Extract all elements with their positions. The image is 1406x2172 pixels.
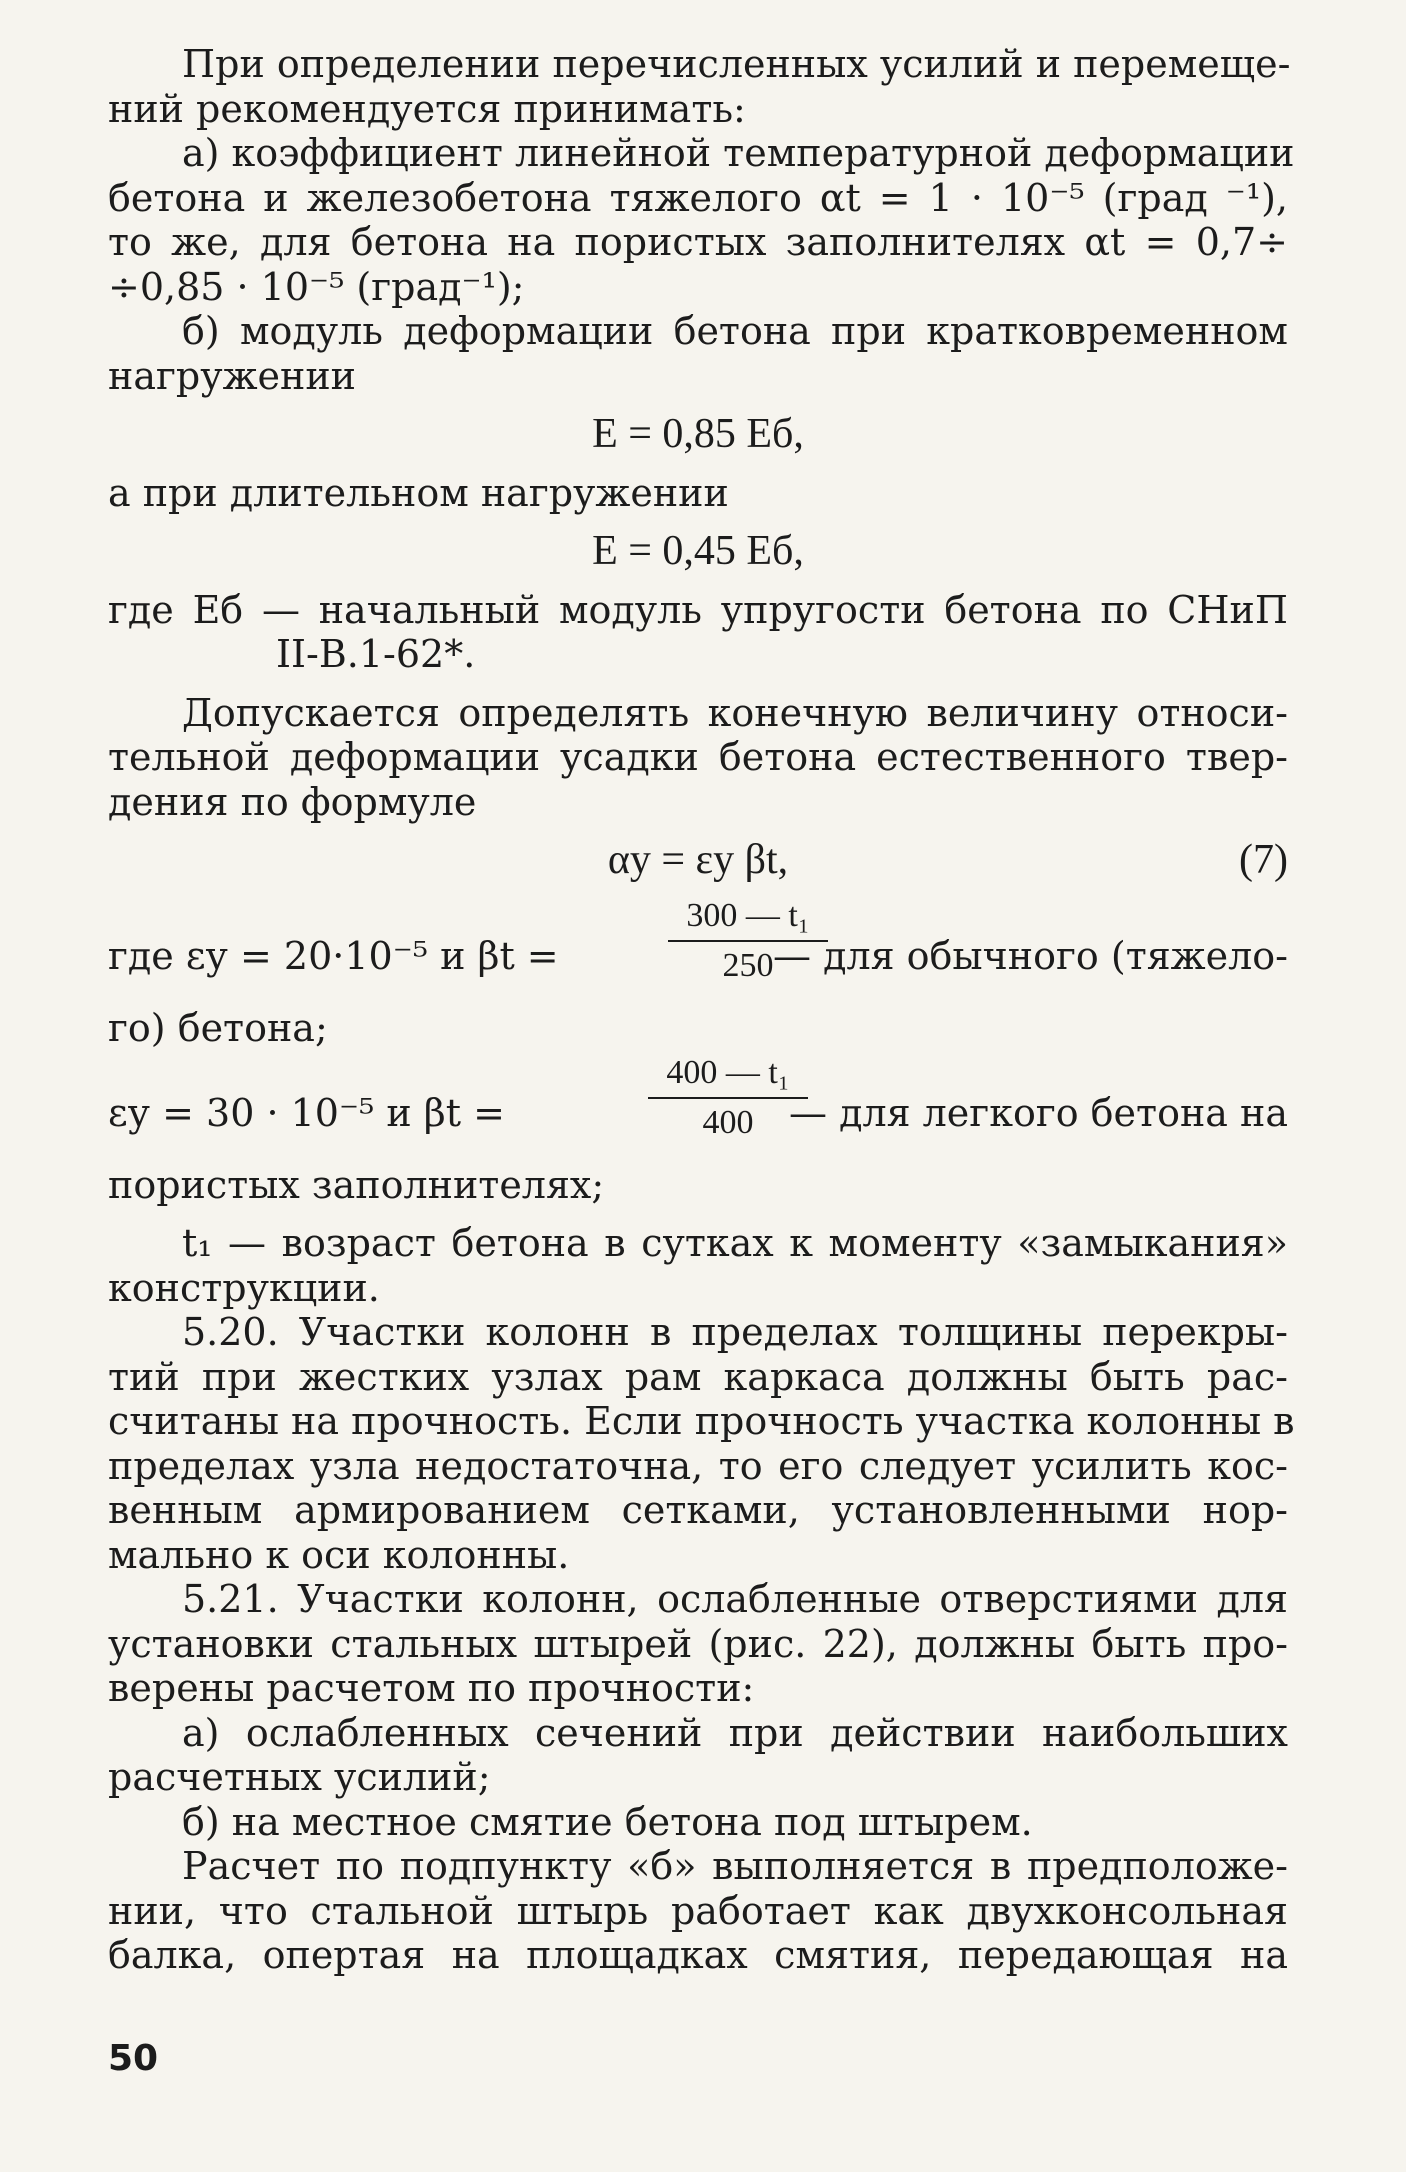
text-line: нии, что стальной штырь работает как двухконсольная <box>108 1888 1288 1933</box>
text-line: бетона и железобетона тяжелого αt = 1 · 10⁻⁵ (град ⁻¹), <box>108 175 1288 220</box>
text-line: конструкции. <box>108 1265 380 1310</box>
where-heavy-concrete <box>108 894 1288 1006</box>
formula-7 <box>108 824 1288 894</box>
text-line: t₁ — возраст бетона в сутках к моменту «замыкания» <box>182 1221 1288 1265</box>
text-line: II-В.1-62*. <box>276 632 476 676</box>
light-lhs: εу = 30 · 10⁻⁵ и βt = <box>108 1090 505 1135</box>
section-5-21 <box>108 1577 1288 1711</box>
text-line: установки стальных штырей (рис. 22), должны быть про- <box>108 1621 1288 1666</box>
text-line: Расчет по подпункту «б» выполняется в предположе- <box>182 1844 1288 1888</box>
text-line: Допускается определять конечную величину относи- <box>182 690 1288 735</box>
text-line: 5.21. Участки колонн, ослабленные отверстиями для <box>182 1577 1288 1621</box>
text-line: считаны на прочность. Если прочность участка колонны в <box>108 1399 1295 1443</box>
text-line: 5.20. Участки колонн в пределах толщины перекры- <box>182 1310 1288 1354</box>
light-numerator: 400 — t₁ <box>648 1053 808 1099</box>
text-line: а) ослабленных сечений при действии наибольших <box>182 1710 1288 1755</box>
text-line: При определении перечисленных усилий и перемеще- <box>182 42 1291 86</box>
light-denominator: 400 <box>702 1103 754 1141</box>
text-line: мально к оси колонны. <box>108 1532 570 1577</box>
text-line: венным армированием сетками, установленными нор- <box>108 1488 1288 1532</box>
text-line: то же, для бетона на пористых заполнителях αt = 0,7÷ <box>108 220 1288 264</box>
equation-long-term-modulus: E = 0,45 Eб, <box>592 528 804 574</box>
item-5-21-b: б) на местное смятие бетона под штырем. <box>182 1799 1033 1844</box>
formula-7-expression: αу = εу βt, <box>607 837 789 883</box>
text-line: го) бетона; <box>108 1006 328 1050</box>
heavy-numerator: 300 — t₁ <box>668 896 828 942</box>
text-line: ÷0,85 · 10⁻⁵ (град⁻¹); <box>108 264 525 309</box>
formula-7-number: (7) <box>1239 837 1288 883</box>
page-number: 50 <box>108 2038 159 2079</box>
equation-short-term-modulus: E = 0,85 Eб, <box>592 411 804 457</box>
light-fraction <box>648 1053 808 1143</box>
section-5-20 <box>108 1310 1295 1577</box>
text-line: а) коэффициент линейной температурной деформации <box>182 131 1295 175</box>
text-line: тий при жестких узлах рам каркаса должны быть рас- <box>108 1354 1288 1399</box>
text-line-long-load: а при длительном нагружении <box>108 470 729 515</box>
light-rhs: — для легкого бетона на <box>788 1090 1288 1135</box>
text-line: б) модуль деформации бетона при кратковременном <box>182 309 1288 353</box>
text-line: пористых заполнителях; <box>108 1162 605 1207</box>
text-line: нагружении <box>108 353 357 398</box>
text-line: ний рекомендуется принимать: <box>108 86 746 131</box>
text-line: балка, опертая на площадках смятия, передающая на <box>108 1933 1288 1977</box>
heavy-denominator: 250 <box>722 947 774 984</box>
item-b-deformation-modulus <box>108 309 1288 398</box>
text-line: пределах узла недостаточна, то его следует усилить кос- <box>108 1443 1288 1488</box>
item-a-thermal-coefficient <box>108 131 1295 309</box>
text-line: где Eб — начальный модуль упругости бетона по СНиП <box>108 587 1288 632</box>
heavy-rhs: — для обычного (тяжело- <box>773 934 1288 978</box>
text-line: тельной деформации усадки бетона естественного твер- <box>108 735 1288 779</box>
where-light-concrete <box>108 1051 1288 1163</box>
text-line: расчетных усилий; <box>108 1755 491 1799</box>
t1-definition <box>108 1221 1288 1310</box>
paragraph-intro <box>108 42 1291 131</box>
heavy-lhs: где εу = 20·10⁻⁵ и βt = <box>108 934 559 978</box>
paragraph-shrinkage <box>108 691 1288 825</box>
where-eb-definition <box>108 588 1288 677</box>
text-line: дения по формуле <box>108 779 477 824</box>
text-line: верены расчетом по прочности: <box>108 1666 755 1710</box>
item-5-21-a <box>108 1711 1288 1800</box>
paragraph-calculation <box>108 1844 1288 1978</box>
